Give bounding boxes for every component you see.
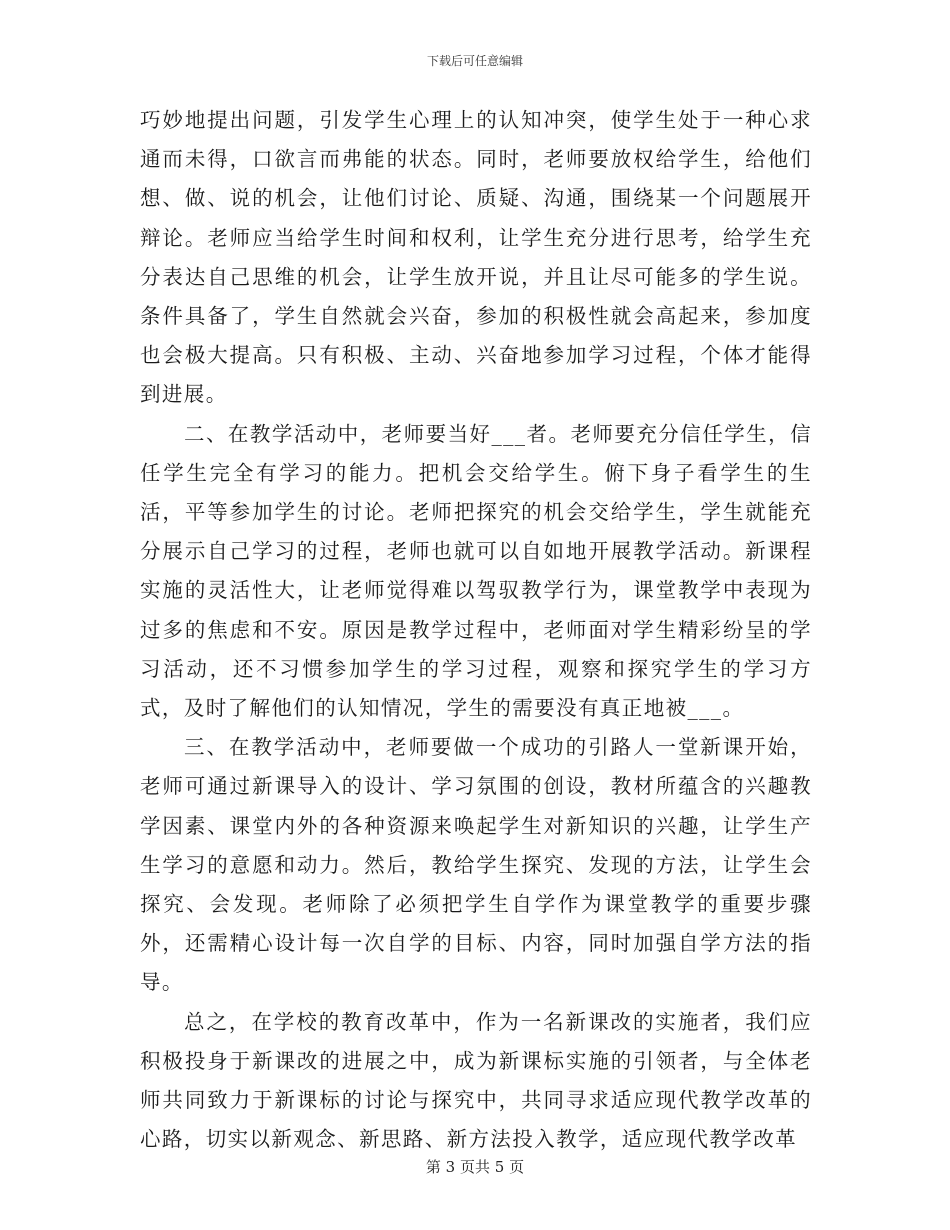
paragraph-section-three: 三、在教学活动中，老师要做一个成功的引路人一堂新课开始，老师可通过新课导入的设计、学习氛围的创设，教材所蕴含的兴趣教学因素、课堂内外的各种资源来唤起学生对新知识的兴趣，让学生产生学习的意愿和动力。然后，教给学生探究、发现的方法，让学生会探究、会发现。老师除了必须把学生自学作为课堂教学的重要步骤外，还需精心设计每一次自学的目标、内容，同时加强自学方法的指导。 [140,735,812,995]
page-number-footer: 第 3 页共 5 页 [425,1158,525,1176]
page-header: 下载后可任意编辑 [426,54,523,68]
paragraph-conclusion: 总之，在学校的教育改革中，作为一名新课改的实施者，我们应积极投身于新课改的进展之中，成为新课标实施的引领者，与全体老师共同致力于新课标的讨论与探究中，共同寻求适应现代教学改革的心路，切实以新观念、新思路、新方法投入教学，适应现代教学改革 [140,1009,812,1152]
paragraph-section-two: 二、在教学活动中，老师要当好___者。老师要充分信任学生，信任学生完全有学习的能力。把机会交给学生。俯下身子看学生的生活，平等参加学生的讨论。老师把探究的机会交给学生，学生就能充分展示自己学习的过程，老师也就可以自如地开展教学活动。新课程实施的灵活性大，让老师觉得难以驾驭教学行为，课堂教学中表现为过多的焦虑和不安。原因是教学过程中，老师面对学生精彩纷呈的学习活动，还不习惯参加学生的学习过程，观察和探究学生的学习方式，及时了解他们的认知情况，学生的需要没有真正地被___。 [140,421,812,721]
document-body [140,101,812,1159]
paragraph-continuation: 巧妙地提出问题，引发学生心理上的认知冲突，使学生处于一种心求通而未得，口欲言而弗能的状态。同时，老师要放权给学生，给他们想、做、说的机会，让他们讨论、质疑、沟通，围绕某一个问题展开辩论。老师应当给学生时间和权利，让学生充分进行思考，给学生充分表达自己思维的机会，让学生放开说，并且让尽可能多的学生说。条件具备了，学生自然就会兴奋，参加的积极性就会高起来，参加度也会极大提高。只有积极、主动、兴奋地参加学习过程，个体才能得到进展。 [140,108,812,407]
